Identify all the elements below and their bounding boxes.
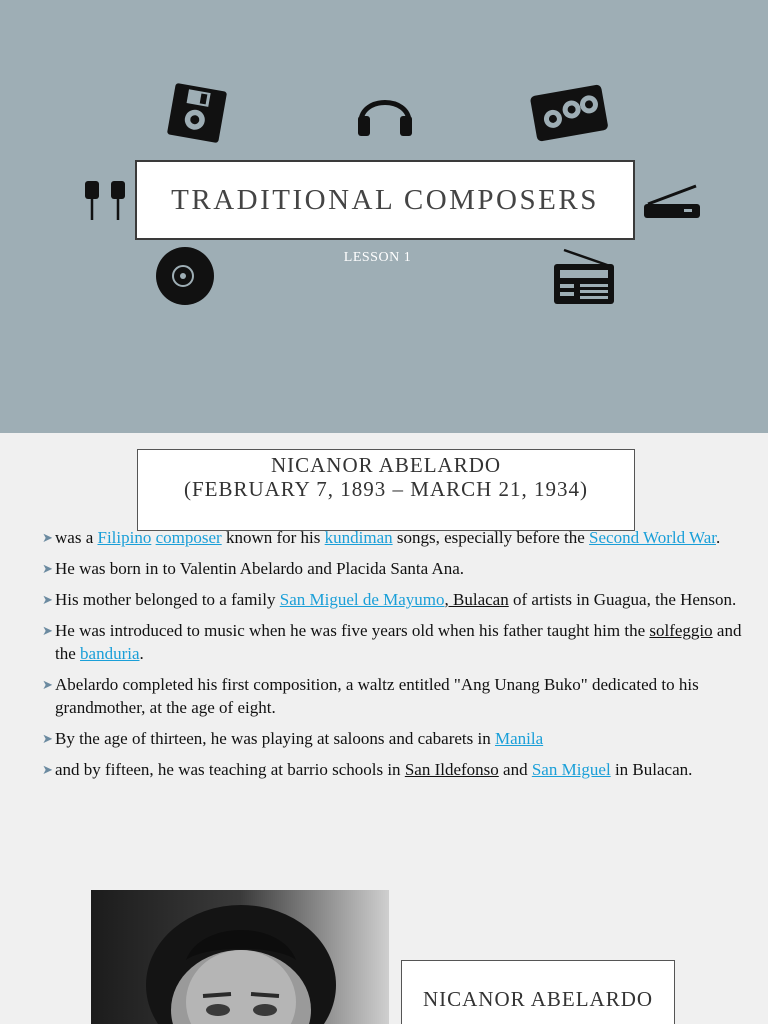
bullet-arrow-icon: ➤ [42,530,53,545]
bullet-text: of artists in Guagua, the Henson. [508,590,737,609]
portrait-photo [91,890,389,1024]
link-banduria[interactable]: banduria [80,644,140,663]
link-composer[interactable]: composer [155,528,222,547]
bullet-item [42,619,754,665]
portrait-caption: NICANOR ABELARDO [422,987,654,1011]
earbuds-icon [82,178,128,224]
bullet-item [42,588,754,611]
link-san-miguel-de-mayumo[interactable]: San Miguel de Mayumo [279,590,445,609]
link-solfeggio[interactable]: solfeggio [649,621,713,640]
biography-slide [0,433,768,1024]
cassette-tape-icon [527,78,611,146]
link-san-ildefonso[interactable]: San Ildefonso [404,760,499,779]
link-second-world-war[interactable]: Second World War [589,528,716,547]
bullet-item [42,673,754,719]
heading-box [137,449,635,531]
bullet-text: Abelardo completed his first composition, a waltz entitled "Ang Unang Buko" dedicated to his grandmother, at the age of eight. [55,675,699,717]
bullet-text: . [139,644,144,663]
bullet-item [42,758,754,781]
caption-box [401,960,675,1024]
bullet-text: His mother belonged to a family [55,590,280,609]
bullet-item [42,727,754,750]
bullet-arrow-icon: ➤ [42,623,53,638]
title-box [135,160,635,240]
slide-title: TRADITIONAL COMPOSERS [171,183,599,216]
bullet-text: and by fifteen, he was teaching at barrio schools in [55,760,405,779]
bullet-text: was a [55,528,98,547]
bullet-text: songs, especially before the [392,528,590,547]
composer-name: NICANOR ABELARDO [270,453,502,477]
portrait-image [91,890,389,1024]
bullet-item [42,557,754,580]
slide-subtitle: LESSON 1 [343,250,412,265]
bullet-text: in Bulacan. [610,760,693,779]
link-manila[interactable]: Manila [494,729,544,748]
bullet-arrow-icon: ➤ [42,677,53,692]
bullet-text: and [498,760,532,779]
link-kundiman[interactable]: kundiman [324,528,393,547]
bullet-arrow-icon: ➤ [42,731,53,746]
bullet-arrow-icon: ➤ [42,592,53,607]
composer-dates: (FEBRUARY 7, 1893 – MARCH 21, 1934) [183,477,589,501]
turntable-icon [642,180,702,222]
link-filipino[interactable]: Filipino [97,528,152,547]
bullet-text: He was introduced to music when he was five years old when his father taught him the [55,621,650,640]
bullet-arrow-icon: ➤ [42,762,53,777]
bullet-item [42,526,754,549]
headphones-icon [355,86,415,138]
title-slide [0,0,768,433]
bullet-text: . [715,528,721,547]
bullet-text: He was born in to Valentin Abelardo and Placida Santa Ana. [55,559,465,578]
bullet-text: By the age of thirteen, he was playing at saloons and cabarets in [55,729,495,748]
link-bulacan[interactable]: , Bulacan [444,590,509,609]
bullet-list [42,526,754,789]
floppy-disk-icon [165,82,229,144]
link-san-miguel[interactable]: San Miguel [531,760,611,779]
bullet-text: known for his [221,528,325,547]
bullet-arrow-icon: ➤ [42,561,53,576]
bullet-text: and the [55,621,742,663]
